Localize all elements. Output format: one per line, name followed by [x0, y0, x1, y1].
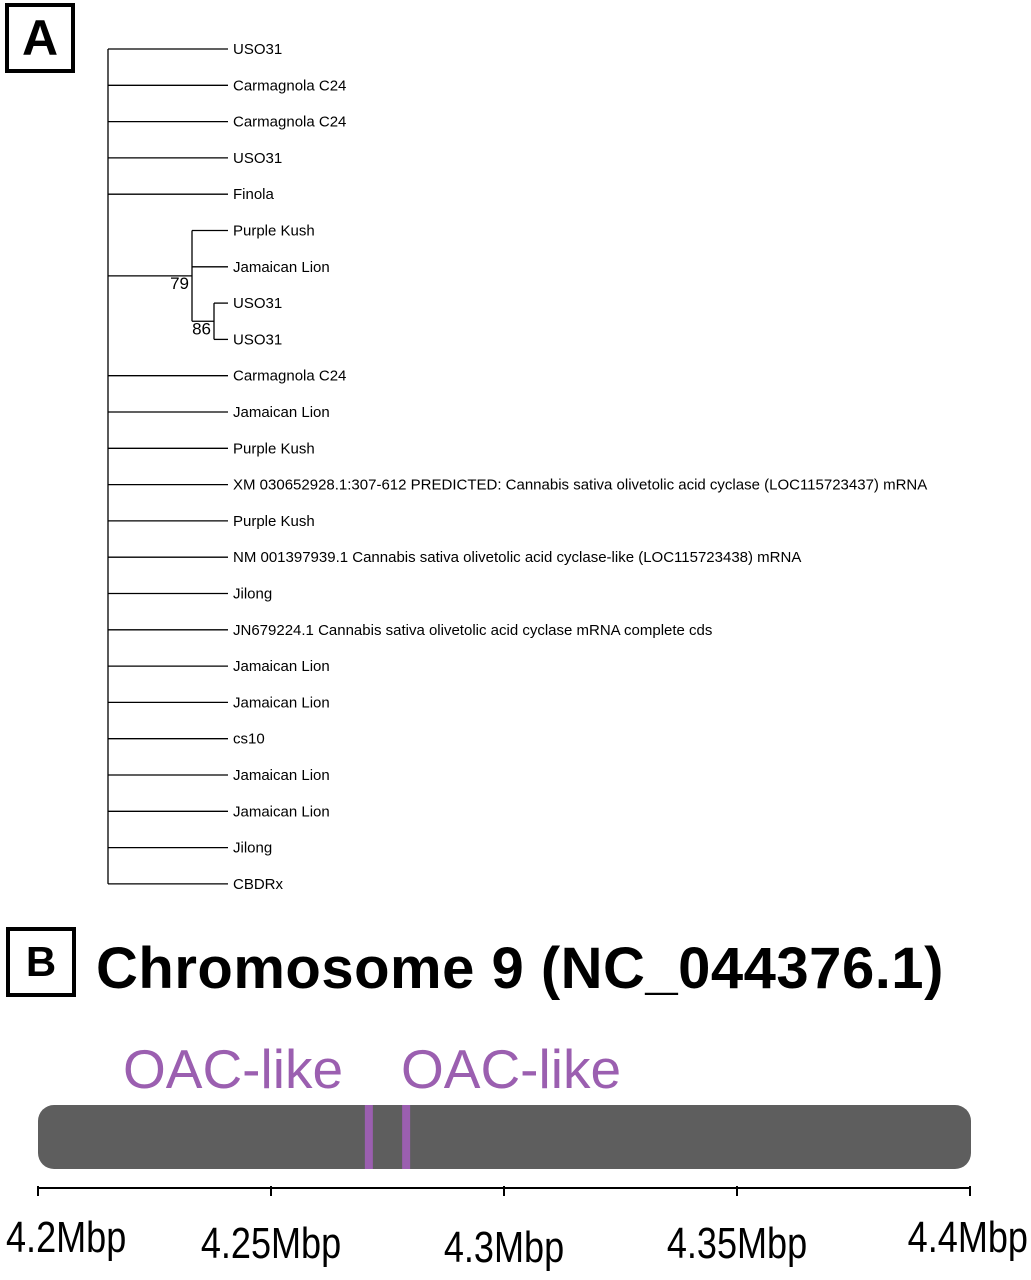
- axis-tick-label: 4.3Mbp: [443, 1222, 565, 1272]
- tree-leaf-label: USO31: [233, 331, 283, 349]
- axis-tick-label: 4.35Mbp: [666, 1218, 808, 1268]
- tree-leaf-label: Finola: [233, 186, 274, 204]
- tree-leaf-label: Jilong: [233, 585, 273, 603]
- gene-marker: [402, 1105, 410, 1169]
- tree-leaf-label: Jilong: [233, 839, 273, 857]
- axis-tick-label: 4.25Mbp: [200, 1218, 342, 1268]
- tree-leaf-label: USO31: [233, 295, 283, 313]
- axis-tick-label: 4.2Mbp: [6, 1212, 127, 1262]
- tree-leaf-label: Jamaican Lion: [233, 658, 330, 676]
- tree-leaf-label: CBDRx: [233, 875, 284, 893]
- tree-leaf-label: Jamaican Lion: [233, 258, 330, 276]
- tree-leaf-label: Purple Kush: [233, 222, 315, 240]
- tree-leaf-label: Carmagnola C24: [233, 113, 347, 131]
- tree-leaf-label: USO31: [233, 41, 283, 58]
- bootstrap-label: 79: [170, 273, 189, 293]
- tree-leaf-label: Carmagnola C24: [233, 367, 347, 385]
- chromosome-bar: [38, 1105, 971, 1169]
- tree-leaf-label: Purple Kush: [233, 440, 315, 458]
- tree-leaf-label: Purple Kush: [233, 512, 315, 530]
- gene-label: OAC-like: [123, 1038, 344, 1100]
- gene-marker: [365, 1105, 373, 1169]
- panel-label-b: B: [6, 927, 76, 997]
- tree-leaf-label: JN679224.1 Cannabis sativa olivetolic acid cyclase mRNA complete cds: [233, 621, 713, 639]
- tree-leaf-label: Jamaican Lion: [233, 767, 330, 784]
- tree-leaf-label: Jamaican Lion: [233, 404, 330, 421]
- chromosome-title: Chromosome 9 (NC_044376.1): [96, 936, 944, 1001]
- tree-leaf-label: XM 030652928.1:307-612 PREDICTED: Cannabis sativa olivetolic acid cyclase (LOC115723437) mRNA: [233, 476, 928, 494]
- tree-leaf-label: NM 001397939.1 Cannabis sativa olivetolic acid cyclase-like (LOC115723438) mRNA: [233, 549, 802, 567]
- tree-leaf-label: USO31: [233, 149, 283, 167]
- tree-leaf-label: Jamaican Lion: [233, 694, 330, 712]
- bootstrap-label: 86: [192, 319, 211, 339]
- tree-leaf-label: Carmagnola C24: [233, 77, 347, 95]
- gene-label: OAC-like: [401, 1038, 622, 1100]
- tree-leaf-label: Jamaican Lion: [233, 803, 330, 821]
- tree-leaf-label: cs10: [233, 730, 265, 748]
- panel-label-a: A: [5, 3, 75, 73]
- axis-tick-label: 4.4Mbp: [907, 1212, 1029, 1262]
